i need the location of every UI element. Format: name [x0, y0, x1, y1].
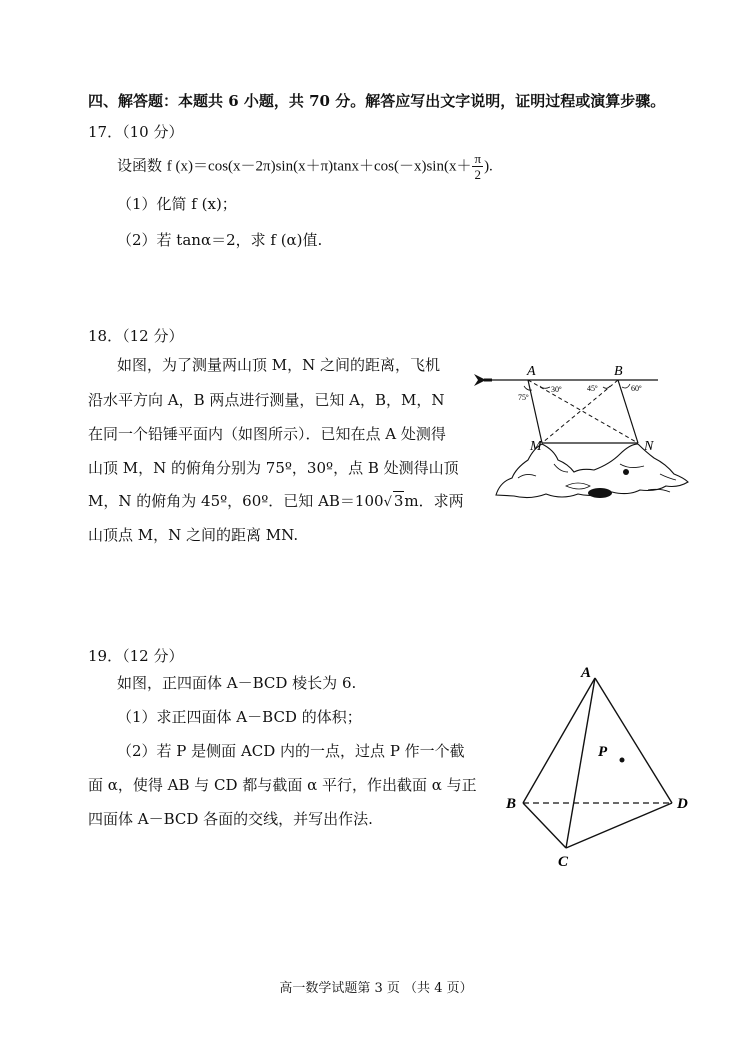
label-P: P	[598, 744, 608, 760]
q17-frac-den: 2	[474, 167, 482, 182]
label-D: D	[677, 796, 688, 812]
q17-frac-num: π	[474, 151, 482, 166]
q18-mountain-figure	[470, 360, 700, 510]
q19-number: 19．（12 分）	[88, 647, 184, 665]
page-footer: 高一数学试题第 3 页 （共 4 页）	[279, 981, 473, 996]
label-N: N	[644, 439, 654, 454]
q17-stem-prefix: 设函数	[117, 156, 163, 175]
q17-fraction	[472, 152, 483, 181]
rock-shape	[588, 488, 612, 498]
q17-part1: （1）化简 f (x)；	[117, 195, 237, 213]
q17-stem-end: ).	[484, 158, 493, 175]
edge-CD	[566, 803, 672, 848]
edge-AD	[595, 678, 672, 803]
q19-tetrahedron-figure	[500, 660, 700, 880]
q18-line4: 山顶 M，N 的俯角分别为 75º，30º，点 B 处测得山顶	[88, 459, 459, 477]
point-P	[620, 758, 625, 763]
line-AM	[528, 380, 542, 443]
q18-line6: 山顶点 M，N 之间的距离 MN.	[88, 526, 299, 544]
q18-line2: 沿水平方向 A，B 两点进行测量，已知 A，B，M，N	[88, 391, 445, 409]
q19-line5: 四面体 A－BCD 各面的交线，并写出作法.	[88, 810, 373, 828]
q18-line5-post: m．求两	[404, 492, 464, 510]
q18-line3: 在同一个铅锤平面内（如图所示）．已知在点 A 处测得	[88, 425, 446, 443]
angle-A-75: 75º	[518, 393, 529, 402]
q17-stem	[117, 152, 493, 181]
label-B: B	[614, 364, 623, 379]
label-C: C	[558, 854, 569, 870]
q18-line5: M，N 的俯角为 45º，60º．已知 AB＝100√ 3m．求两	[88, 492, 464, 510]
edge-BC	[523, 803, 566, 848]
q19-line1: 如图，正四面体 A－BCD 棱长为 6.	[117, 674, 357, 692]
q19-line4: 面 α，使得 AB 与 CD 都与截面 α 平行，作出截面 α 与正	[88, 776, 477, 794]
q18-line5-sqrt: 3	[393, 492, 404, 510]
angle-B-45: 45º	[587, 384, 598, 393]
label-M: M	[530, 439, 542, 454]
angle-A-30: 30º	[551, 385, 562, 394]
angle-B-60: 60º	[631, 384, 642, 393]
q18-number: 18．（12 分）	[88, 327, 184, 345]
q18-line1: 如图，为了测量两山顶 M，N 之间的距离，飞机	[117, 356, 441, 374]
section-heading: 四、解答题：本题共 6 小题，共 70 分。解答应写出文字说明，证明过程或演算步骤。	[88, 92, 666, 110]
label-B: B	[506, 796, 517, 812]
q19-line3: （2）若 P 是侧面 ACD 内的一点，过点 P 作一个截	[117, 742, 465, 760]
q19-line2: （1）求正四面体 A－BCD 的体积；	[117, 708, 362, 726]
q17-part2: （2）若 tanα＝2，求 f (α)值.	[117, 231, 323, 249]
label-A: A	[581, 665, 592, 681]
q17-stem-math: f (x)＝cos(x－2π)sin(x＋π)tanx＋cos(－x)sin(x＋	[166, 158, 472, 175]
label-A: A	[527, 364, 536, 379]
q17-number: 17．（10 分）	[88, 123, 184, 141]
q18-line5-pre: M，N 的俯角为 45º，60º．已知 AB＝100	[88, 492, 384, 510]
